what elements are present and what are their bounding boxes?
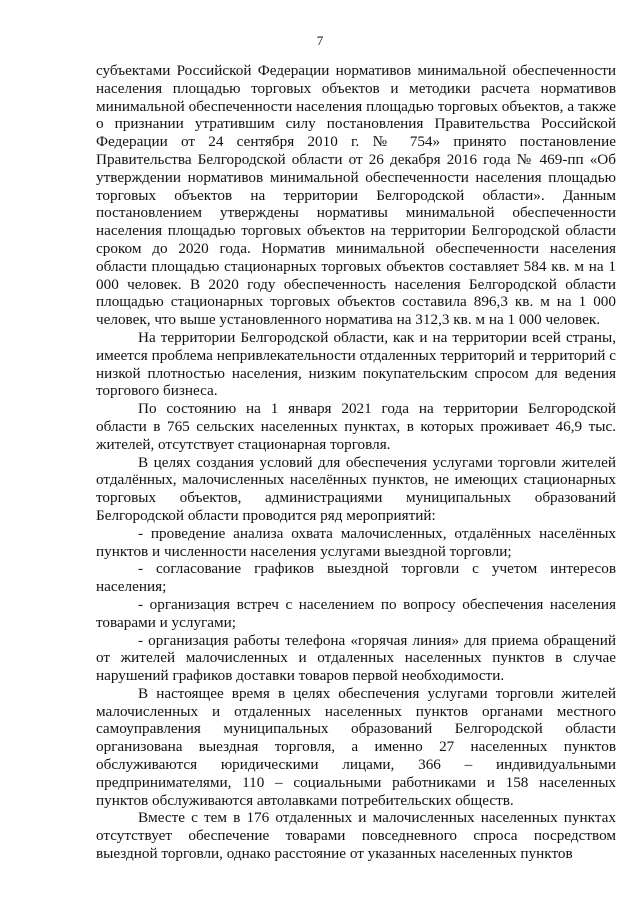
paragraph: По состоянию на 1 января 2021 года на территории Белгородской области в 765 сельских населенных пунктах, в которых проживает 46,9 тыс. жителей, отсутствует стационарная торговля.	[96, 400, 616, 453]
document-body	[96, 62, 616, 863]
list-item: - проведение анализа охвата малочисленных, отдалённых населённых пунктов и численности населения услугами выездной торговли;	[96, 524, 616, 560]
paragraph: В настоящее время в целях обеспечения услугами торговли жителей малочисленных и отдаленных населенных пунктов органами местного самоуправления муниципальных образований Белгородской области организована выездная торговля, а именно 27 населенных пунктов обслуживаются юридическими лицами, 366 – индивидуальными предпринимателями, 110 – социальными работниками и 158 населенных пунктов обслуживаются автолавками потребительских обществ.	[96, 684, 616, 809]
list-item: - организация встреч с населением по вопросу обеспечения населения товарами и услугами;	[96, 595, 616, 631]
list-item: - организация работы телефона «горячая линия» для приема обращений от жителей малочисленных и отдаленных населенных пунктов в случае нарушений графиков доставки товаров первой необходимости.	[96, 631, 616, 685]
paragraph: На территории Белгородской области, как и на территории всей страны, имеется проблема непривлекательности отдаленных территорий и территорий с низкой плотностью населения, низким покупательским спросом для ведения торгового бизнеса.	[96, 328, 616, 400]
list-item: - согласование графиков выездной торговли с учетом интересов населения;	[96, 560, 616, 596]
paragraph: В целях создания условий для обеспечения услугами торговли жителей отдалённых, малочисленных населённых пунктов, не имеющих стационарных торговых объектов, администрациями муниципальных образований Белгородской области проводится ряд мероприятий:	[96, 453, 616, 524]
paragraph: Вместе с тем в 176 отдаленных и малочисленных населенных пунктах отсутствует обеспечение товарами повседневного спроса посредством выездной торговли, однако расстояние от указанных населенных пунктов	[96, 809, 616, 863]
paragraph: субъектами Российской Федерации нормативов минимальной обеспеченности населения площадью торговых объектов и методики расчета нормативов минимальной обеспеченности населения площадью торговых объектов, а также о признании утратившим силу постановления Правительства Российской Федерации от 24 сентября 2010 г. № 754» принято постановление Правительства Белгородской области от 26 декабря 2016 года № 469-пп «Об утверждении нормативов минимальной обеспеченности населения площадью торговых объектов на территории Белгородской области». Данным постановлением утверждены нормативы минимальной обеспеченности населения площадью торговых объектов на территории Белгородской области сроком до 2020 года. Норматив минимальной обеспеченности населения области площадью стационарных торговых объектов составляет 584 кв. м на 1 000 человек. В 2020 году обеспеченность населения Белгородской области площадью стационарных торговых объектов составила 896,3 кв. м на 1 000 человек, что выше установленного норматива на 312,3 кв. м на 1 000 человек.	[96, 62, 616, 329]
page-number: 7	[316, 33, 324, 48]
